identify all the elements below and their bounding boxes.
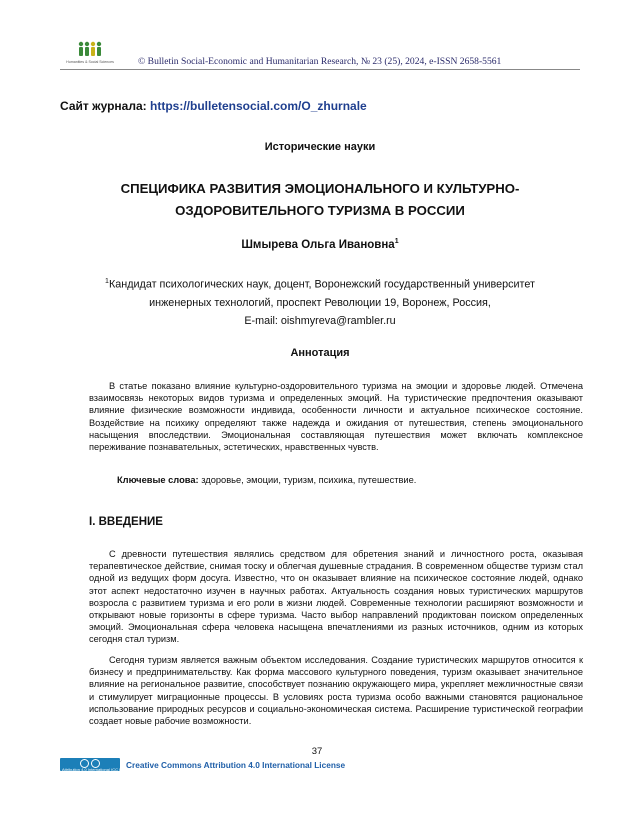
- logo-text: Humanities & Social Sciences: [66, 60, 114, 64]
- section-heading: Исторические науки: [264, 141, 376, 153]
- cc-badge-text: Attribution 4.0 International (CC BY 4.0): [62, 767, 133, 772]
- author-name: [60, 238, 580, 251]
- intro-heading: I. ВВЕДЕНИЕ: [89, 516, 163, 528]
- author-sup: 1: [394, 238, 399, 245]
- body-paragraph: С древности путешествия являлись средством для обретения знаний и личностного роста, оказывая терапевтическое действие, снимая тоску и облегчая душевные страдания. В современном обществе туризм стал одной из ведущих форм досуга. Известно, что он оказывает влияние на психическое состояние людей, однако этот аспект недостаточно изучен в научных работах. Актуальность создания новых туристических маршрутов возросла с развитием туризма и его роли в жизни людей. Современные технологии расширяют возможности и открывают новые горизонты в сфере туризма. Часто выбор направлений продиктован поиском определенных эмоций. Эмоциональная сфера человека насыщена впечатлениями из разных источников, одним из которых сегодня стал туризм.: [89, 549, 583, 645]
- site-link[interactable]: https://bulletensocial.com/O_zhurnale: [150, 99, 367, 113]
- author-text: Шмырева Ольга Ивановна: [241, 238, 395, 251]
- article-title: [60, 178, 580, 222]
- affil-line-2: инженерных технологий, проспект Революции 19, Воронеж, Россия,: [149, 296, 491, 309]
- body-paragraph: Сегодня туризм является важным объектом исследования. Создание туристических маршрутов относится к бизнесу и предпринимательству. Как форма массового культурного поведения, туризм оказывает значительное влияние на региональное развитие, способствует познанию окружающего мира, укрепляет межличностные связи и стимулирует миграционные процессы. В условиях роста туризма особо важными становятся рациональное использование природных ресурсов и социально-экономическая система. Расширение туристической географии создает новые рабочие возможности.: [89, 655, 583, 727]
- keywords: [117, 475, 416, 485]
- title-line-2: ОЗДОРОВИТЕЛЬНОГО ТУРИЗМА В РОССИИ: [175, 203, 465, 218]
- page-number: 37: [311, 746, 323, 757]
- license-label[interactable]: Creative Commons Attribution 4.0 International License: [126, 760, 346, 770]
- header-divider: [60, 69, 580, 70]
- people-logo-icon: [75, 40, 105, 60]
- affil-email: E-mail: oishmyreva@rambler.ru: [244, 314, 396, 327]
- keywords-label: Ключевые слова:: [117, 475, 199, 485]
- affil-line-1: Кандидат психологических наук, доцент, Воронежский государственный университет: [108, 278, 535, 291]
- abstract-text: В статье показано влияние культурно-оздоровительного туризма на эмоции и здоровье людей. Отмечена взаимосвязь некоторых видов туризма и определенных эмоций. На туристические предпочтения оказывают влияние физические возможности индивида, особенности личности и актуальное психическое состояние. Воздействие на психику определяют также надежда и ожидания от путешествия, степень эмоционального насыщения впоследствии. Эмоциональная составляющая путешествия может включать комплексное переживание познавательных, эстетических, нравственных чувств.: [89, 381, 583, 453]
- affiliation: [60, 273, 580, 330]
- journal-logo: [64, 40, 116, 70]
- journal-site: [60, 99, 367, 113]
- affil-sup: 1: [105, 278, 109, 285]
- title-line-1: СПЕЦИФИКА РАЗВИТИЯ ЭМОЦИОНАЛЬНОГО И КУЛЬТУРНО-: [120, 181, 520, 196]
- cc-by-badge[interactable]: [60, 758, 133, 772]
- keywords-text: здоровье, эмоции, туризм, психика, путешествие.: [201, 475, 417, 485]
- site-label: Сайт журнала:: [60, 99, 147, 113]
- journal-citation: © Bulletin Social-Economic and Humanitarian Research, № 23 (25), 2024, e-ISSN 2658-5561: [138, 56, 502, 67]
- page-header: [60, 40, 580, 70]
- annotation-heading: Аннотация: [290, 347, 350, 359]
